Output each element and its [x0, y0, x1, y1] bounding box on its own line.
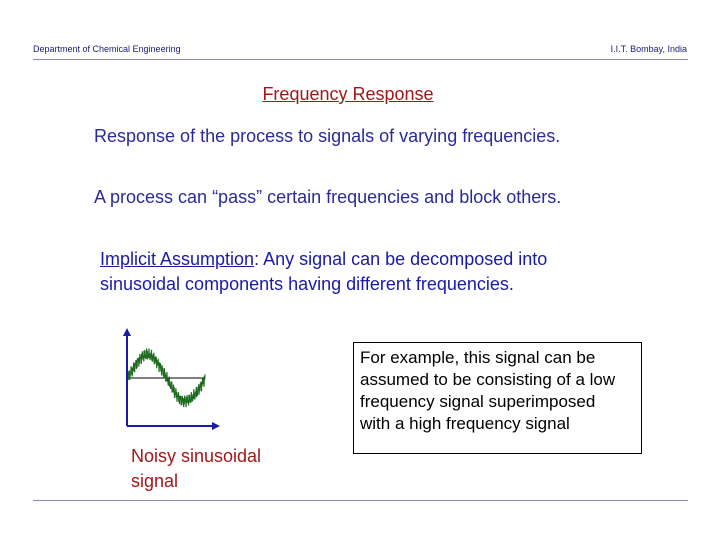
example-box	[353, 342, 642, 454]
assumption-text-1: : Any signal can be decomposed into	[254, 249, 548, 269]
assumption-line-1	[100, 247, 547, 272]
assumption-text-2: sinusoidal components having different frequencies.	[100, 274, 514, 294]
header-divider	[33, 59, 688, 60]
example-line-3: frequency signal superimposed	[360, 392, 596, 411]
figure-caption	[131, 444, 291, 494]
noisy-signal-graph	[115, 326, 225, 430]
y-axis-arrow	[123, 328, 131, 336]
caption-line-2: signal	[131, 471, 179, 491]
caption-line-1: Noisy sinusoidal	[131, 446, 262, 466]
x-axis-arrow	[212, 422, 220, 430]
footer-divider	[33, 500, 688, 501]
bullet-text-1: Response of the process to signals of varying frequencies.	[94, 126, 561, 146]
slide-title: Frequency Response	[262, 84, 434, 104]
assumption-term: Implicit Assumption	[100, 249, 255, 269]
header-institute: I.I.T. Bombay, India	[610, 44, 687, 54]
graph-axes	[123, 328, 220, 430]
bullet-text-2: A process can “pass” certain frequencies and block others.	[94, 187, 562, 207]
assumption-block	[100, 247, 547, 297]
example-line-2: assumed to be consisting of a low	[360, 370, 616, 389]
example-line-4: with a high frequency signal	[360, 414, 570, 433]
header-department: Department of Chemical Engineering	[33, 44, 181, 54]
example-line-1: For example, this signal can be	[360, 348, 596, 367]
